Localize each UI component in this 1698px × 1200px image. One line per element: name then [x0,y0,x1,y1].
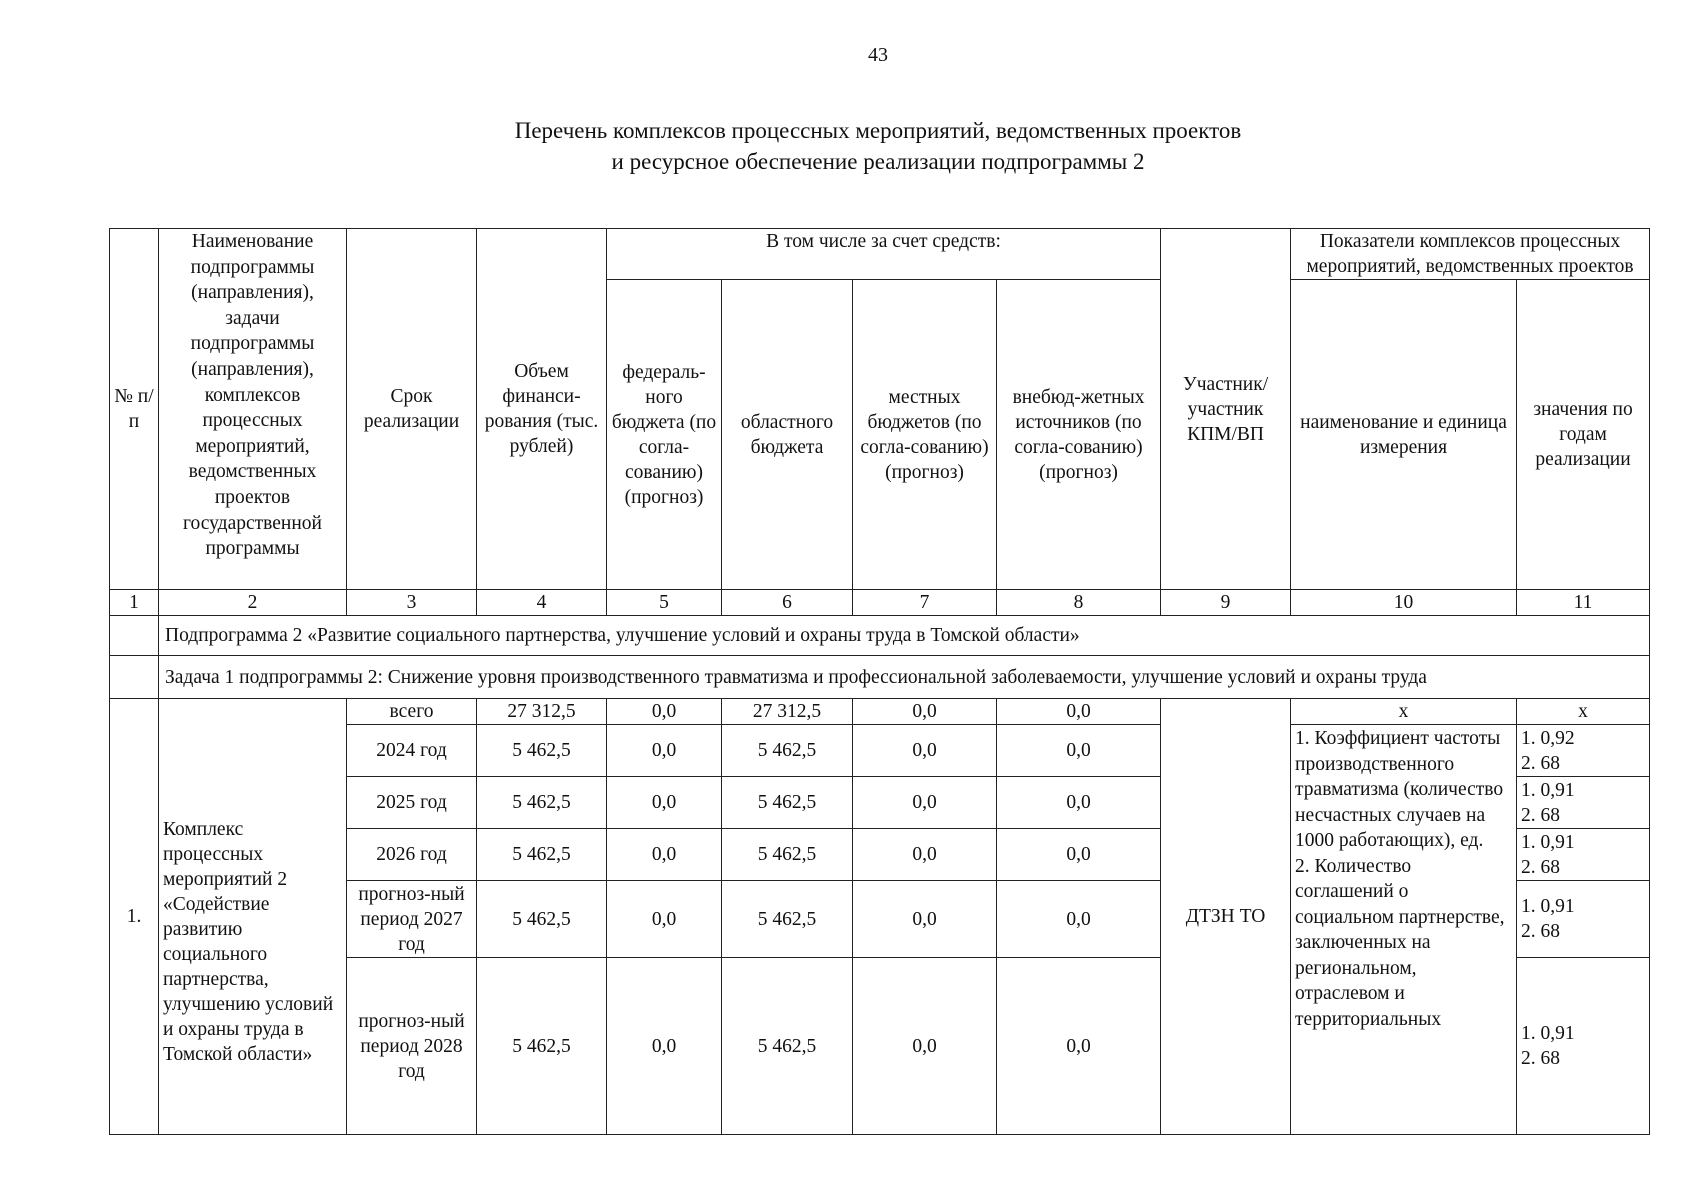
header-participant: Участник/ участник КПМ/ВП [1161,229,1291,590]
col-num: 9 [1161,590,1291,616]
indicator-values-total: х [1517,699,1650,725]
local-cell: 0,0 [853,725,997,777]
item-name: Комплекс процессных мероприятий 2 «Содействие развитию социального партнерства, улучшению условий и охраны труда в Томской области» [159,699,347,1135]
indicator-values: 1. 0,91 2. 68 [1517,777,1650,829]
volume-cell: 5 462,5 [477,881,607,958]
extra-cell: 0,0 [997,699,1161,725]
term-cell: прогноз-ный период 2027 год [347,881,477,958]
col-num: 1 [110,590,159,616]
title-line-1: Перечень комплексов процессных мероприятий, ведомственных проектов [514,118,1242,143]
header-extra: внебюд-жетных источников (по согла-сованию) (прогноз) [997,280,1161,590]
header-name: Наименование подпрограммы (направления), задачи подпрограммы (направления), комплексов процессных мероприятий, ведомственных проектов государственной программы [159,229,347,590]
task-row [110,656,1650,699]
page-number: 43 [868,44,888,66]
col-num: 3 [347,590,477,616]
regional-cell: 5 462,5 [722,777,853,829]
local-cell: 0,0 [853,777,997,829]
federal-cell: 0,0 [607,829,722,881]
item-number: 1. [110,699,159,1135]
term-cell: 2025 год [347,777,477,829]
subprogram-row [110,616,1650,656]
title-line-2: и ресурсное обеспечение реализации подпрограммы 2 [611,149,1145,174]
header-no: № п/п [110,229,159,590]
local-cell: 0,0 [853,881,997,958]
header-indicators: Показатели комплексов процессных мероприятий, ведомственных проектов [1291,229,1650,280]
column-numbers-row [110,590,1650,616]
subprogram-title: Подпрограмма 2 «Развитие социального партнерства, улучшение условий и охраны труда в Томской области» [159,616,1650,656]
volume-cell: 5 462,5 [477,777,607,829]
indicator-values: 1. 0,91 2. 68 [1517,958,1650,1135]
col-num: 6 [722,590,853,616]
volume-cell: 5 462,5 [477,725,607,777]
federal-cell: 0,0 [607,958,722,1135]
federal-cell: 0,0 [607,881,722,958]
extra-cell: 0,0 [997,725,1161,777]
local-cell: 0,0 [853,829,997,881]
header-term: Срок реализации [347,229,477,590]
empty-cell [110,656,159,699]
header-federal: федераль-ного бюджета (по согла-сованию) (прогноз) [607,280,722,590]
header-ind-values: значения по годам реализации [1517,280,1650,590]
volume-cell: 5 462,5 [477,958,607,1135]
col-num: 5 [607,590,722,616]
extra-cell: 0,0 [997,777,1161,829]
task-title: Задача 1 подпрограммы 2: Снижение уровня производственного травматизма и профессиональной заболеваемости, улучшение условий и охраны труда [159,656,1650,699]
col-num: 8 [997,590,1161,616]
col-num: 7 [853,590,997,616]
indicator-values: 1. 0,91 2. 68 [1517,881,1650,958]
header-ind-name: наименование и единица измерения [1291,280,1517,590]
extra-cell: 0,0 [997,829,1161,881]
resource-table [109,228,1650,1135]
term-cell: 2024 год [347,725,477,777]
participant-cell: ДТЗН ТО [1161,699,1291,1135]
indicator-values: 1. 0,92 2. 68 [1517,725,1650,777]
extra-cell: 0,0 [997,881,1161,958]
volume-cell: 5 462,5 [477,829,607,881]
term-cell: 2026 год [347,829,477,881]
document-title [0,115,1698,177]
term-cell: всего [347,699,477,725]
header-including: В том числе за счет средств: [607,229,1161,280]
header-regional: областного бюджета [722,280,853,590]
col-num: 2 [159,590,347,616]
empty-cell [110,616,159,656]
local-cell: 0,0 [853,699,997,725]
regional-cell: 5 462,5 [722,725,853,777]
table-row [110,699,1650,725]
federal-cell: 0,0 [607,699,722,725]
federal-cell: 0,0 [607,777,722,829]
regional-cell: 27 312,5 [722,699,853,725]
federal-cell: 0,0 [607,725,722,777]
term-cell: прогноз-ный период 2028 год [347,958,477,1135]
extra-cell: 0,0 [997,958,1161,1135]
col-num: 4 [477,590,607,616]
indicator-description: 1. Коэффициент частоты производственного травматизма (количество несчастных случаев на 1000 работающих), ед. 2. Количество соглашений о социальном партнерстве, заключенных на региональном, отраслевом и территориальных [1291,725,1517,1135]
header-local: местных бюджетов (по согла-сованию) (прогноз) [853,280,997,590]
volume-cell: 27 312,5 [477,699,607,725]
indicator-values: 1. 0,91 2. 68 [1517,829,1650,881]
regional-cell: 5 462,5 [722,881,853,958]
col-num: 11 [1517,590,1650,616]
regional-cell: 5 462,5 [722,829,853,881]
col-num: 10 [1291,590,1517,616]
header-volume: Объем финанси-рования (тыс. рублей) [477,229,607,590]
local-cell: 0,0 [853,958,997,1135]
indicator-name-total: х [1291,699,1517,725]
regional-cell: 5 462,5 [722,958,853,1135]
